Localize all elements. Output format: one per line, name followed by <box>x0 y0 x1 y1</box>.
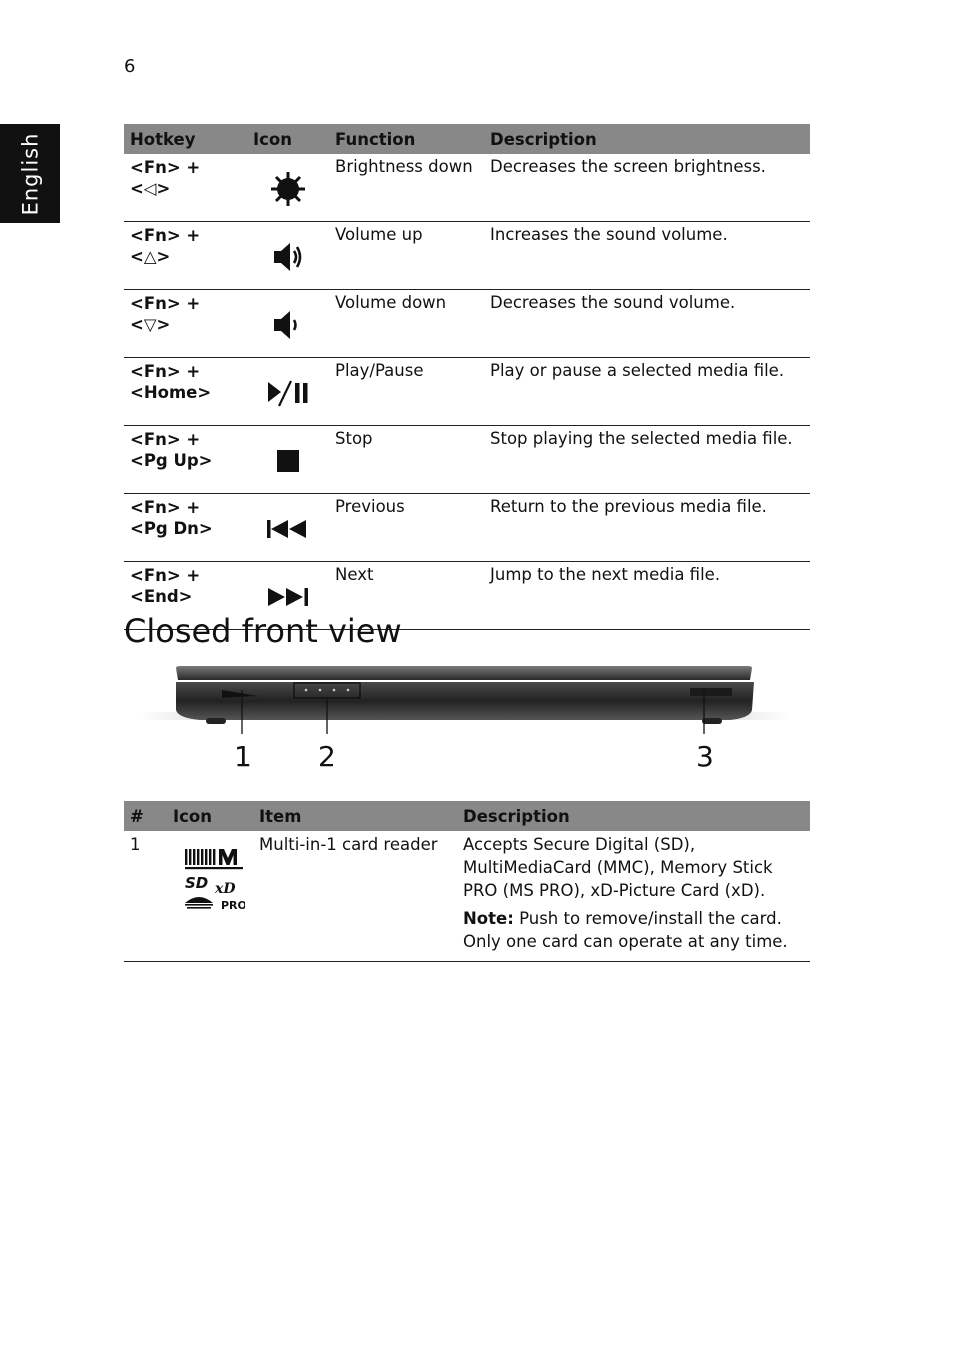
table-row <box>124 426 810 494</box>
description-text: Accepts Secure Digital (SD), MultiMediaCard (MMC), Memory Stick PRO (MS PRO), xD-Picture Card (xD). <box>463 835 773 900</box>
hotkey-text: <Fn> + <box>130 430 201 449</box>
function-cell: Next <box>329 562 484 630</box>
function-cell: Stop <box>329 426 484 494</box>
hotkey-table-header <box>124 124 810 154</box>
hotkey-table <box>124 124 810 630</box>
volume-up-icon <box>270 240 306 274</box>
icon-cell <box>167 831 253 962</box>
header-function: Function <box>329 124 484 154</box>
note-label: Note: <box>463 909 514 928</box>
description-cell: Jump to the next media file. <box>484 562 810 630</box>
play-pause-icon <box>266 379 310 407</box>
hotkey-text: <Fn> + <▽> <box>130 294 201 334</box>
function-cell: Volume down <box>329 290 484 358</box>
language-tab <box>0 124 60 223</box>
laptop-front-view-illustration <box>130 654 800 734</box>
hotkey-cell <box>124 494 247 562</box>
card-reader-logos-icon <box>183 845 245 911</box>
card-table-header <box>124 801 810 831</box>
note-text: Push to remove/install the card. Only one card can operate at any time. <box>463 909 788 951</box>
hotkey-text: <Home> <box>130 383 212 402</box>
function-cell: Previous <box>329 494 484 562</box>
header-num: # <box>124 801 167 831</box>
hotkey-text: <Fn> + <◁> <box>130 158 201 198</box>
hotkey-text: <Fn> + <box>130 498 201 517</box>
hotkey-cell <box>124 290 247 358</box>
description-cell: Return to the previous media file. <box>484 494 810 562</box>
volume-down-icon <box>270 308 306 342</box>
hotkey-text: <Pg Up> <box>130 451 213 470</box>
page-number: 6 <box>124 56 136 77</box>
icon-cell <box>247 290 329 358</box>
description-cell: Stop playing the selected media file. <box>484 426 810 494</box>
table-row <box>124 154 810 222</box>
hotkey-text: <End> <box>130 587 193 606</box>
table-row <box>124 222 810 290</box>
item-cell: Multi-in-1 card reader <box>253 831 457 962</box>
svg-text:xD: xD <box>215 881 236 897</box>
hotkey-cell <box>124 426 247 494</box>
callout-3: 3 <box>696 740 714 773</box>
svg-text:SD: SD <box>185 874 209 892</box>
hotkey-cell <box>124 154 247 222</box>
hotkey-cell <box>124 358 247 426</box>
description-cell: Decreases the sound volume. <box>484 290 810 358</box>
table-row <box>124 290 810 358</box>
hotkey-cell <box>124 222 247 290</box>
icon-cell <box>247 154 329 222</box>
table-row <box>124 494 810 562</box>
table-row <box>124 831 810 962</box>
section-title: Closed front view <box>124 612 402 650</box>
card-reader-table <box>124 801 810 962</box>
hotkey-text: <Fn> + <△> <box>130 226 201 266</box>
brightness-down-icon <box>269 170 307 208</box>
function-cell: Volume up <box>329 222 484 290</box>
header-icon: Icon <box>167 801 253 831</box>
icon-cell <box>247 358 329 426</box>
description-cell: Play or pause a selected media file. <box>484 358 810 426</box>
header-icon: Icon <box>247 124 329 154</box>
icon-cell <box>247 494 329 562</box>
language-tab-label: English <box>18 132 43 215</box>
hotkey-text: <Fn> + <box>130 566 201 585</box>
num-cell: 1 <box>124 831 167 962</box>
function-cell: Play/Pause <box>329 358 484 426</box>
svg-text:PRO: PRO <box>221 899 245 911</box>
next-icon <box>266 587 310 607</box>
previous-icon <box>266 519 310 539</box>
icon-cell <box>247 426 329 494</box>
header-description: Description <box>484 124 810 154</box>
function-cell: Brightness down <box>329 154 484 222</box>
hotkey-text: <Pg Dn> <box>130 519 213 538</box>
callout-2: 2 <box>318 740 336 773</box>
icon-cell <box>247 222 329 290</box>
description-cell: Increases the sound volume. <box>484 222 810 290</box>
header-item: Item <box>253 801 457 831</box>
stop-icon <box>276 449 300 473</box>
header-description: Description <box>457 801 810 831</box>
hotkey-text: <Fn> + <box>130 362 201 381</box>
callout-1: 1 <box>234 740 252 773</box>
description-cell: Decreases the screen brightness. <box>484 154 810 222</box>
note-paragraph <box>463 907 804 953</box>
table-row <box>124 358 810 426</box>
header-hotkey: Hotkey <box>124 124 247 154</box>
description-cell <box>457 831 810 962</box>
